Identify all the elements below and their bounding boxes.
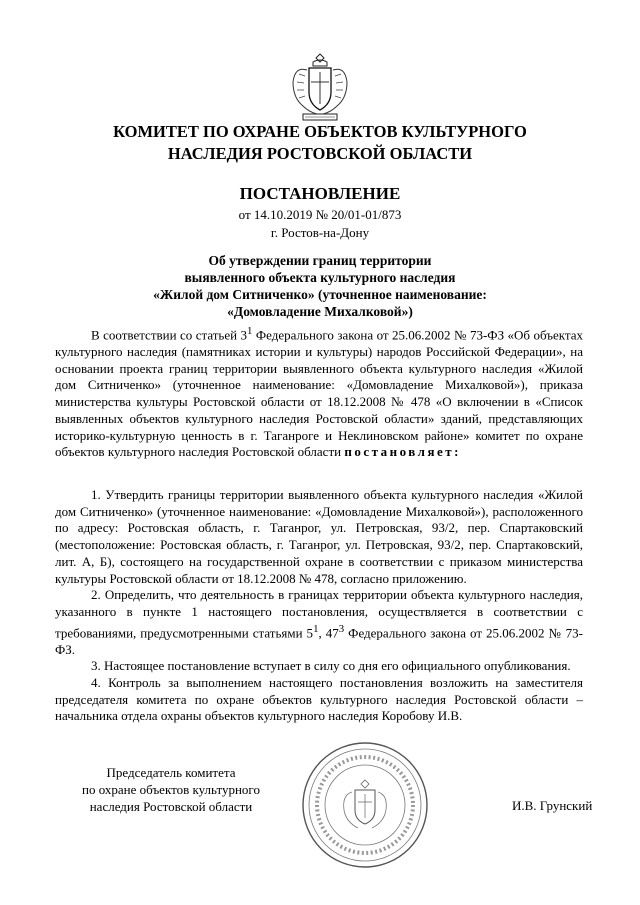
decree-word: постановляет: [344,444,461,460]
document-date-number: от 14.10.2019 № 20/01-01/873 [238,207,402,222]
superscript: 1 [313,622,319,635]
coat-of-arms-icon [289,52,351,124]
decree-item-4: 4. Контроль за выполнением настоящего постановления возложить на заместителя председателя комитета по охране объектов культурного наследия Ростовской области – начальника отдела охраны объектов культурного наследия Коробову И.В. [55,675,583,724]
preamble-text: В соответствии со статьей $3^1$ Федерального закона от 25.06.2002 № 73-ФЗ «Об объектах культурного наследия (памятниках истории и культуры) народов Российской Федерации», на основании проекта границ территории выявленного объекта культурного наследия «Жилой дом Ситниченко» (уточненное наименование: «Домовладение Михалковой»), приказа министерства культуры Ростовской области от 18.12.2008 № 478 «О включении в «Список выявленных объектов культурного наследия Ростовской области» зданий, представляющих историко-культурную ценность в г. Таганроге и Неклиновском районе» комитет по охране объектов культурного наследия Ростовской области постановляет: [55,325,584,460]
decree-item-1: 1. Утвердить границы территории выявленного объекта культурного наследия «Жилой дом Ситниченко» (уточненное наименование: «Домовладение Михалковой»), расположенного по адресу: Ростовская область, г. Таганрог, ул. Петровская, 93/2, пер. Спартаковский (местоположение: Ростовская область, г. Таганрог, ул. Петровская, 93/2, пер. Спартаковский, лит. А, Б), состоящего на государственной охране в соответствии с приказом министерства культуры Ростовской области от 18.12.2008 № 478, согласно приложению. [55,487,583,586]
decree-item-3: 3. Настоящее постановление вступает в силу со дня его официального опубликования. [91,658,571,674]
document-type: ПОСТАНОВЛЕНИЕ [239,184,401,203]
signatory-name: И.В. Грунский [512,798,593,813]
official-seal-icon [300,740,430,870]
document-subject [120,252,520,320]
signatory-position: Председатель комитета по охране объектов культурного наследия Ростовской области [82,765,260,814]
preamble-paragraph [55,323,583,461]
decree-item-2: 2. Определить, что деятельность в границах территории объекта культурного наследия, указанного в пункте 1 настоящего постановления, осуществляется в соответствии с требованиями, предусмотренными статьями $5^1$, $47^3$ Федерального закона от 25.06.2002 № 73-ФЗ. [55,587,584,657]
subject-line-4: «Домовладение Михалковой») [227,304,413,319]
document-city: г. Ростов-на-Дону [270,225,370,240]
subject-line-3: «Жилой дом Ситниченко» (уточненное наименование: [153,287,487,302]
organization-line-1: КОМИТЕТ ПО ОХРАНЕ ОБЪЕКТОВ КУЛЬТУРНОГО [113,122,527,141]
superscript: 3 [338,622,345,635]
subject-line-2: выявленного объекта культурного наследия [184,270,456,285]
decree-items [55,487,583,725]
organization-name [0,121,640,165]
organization-line-2: НАСЛЕДИЯ РОСТОВСКОЙ ОБЛАСТИ [167,144,473,163]
superscript: 1 [247,325,253,337]
subject-line-1: Об утверждении границ территории [208,253,432,268]
